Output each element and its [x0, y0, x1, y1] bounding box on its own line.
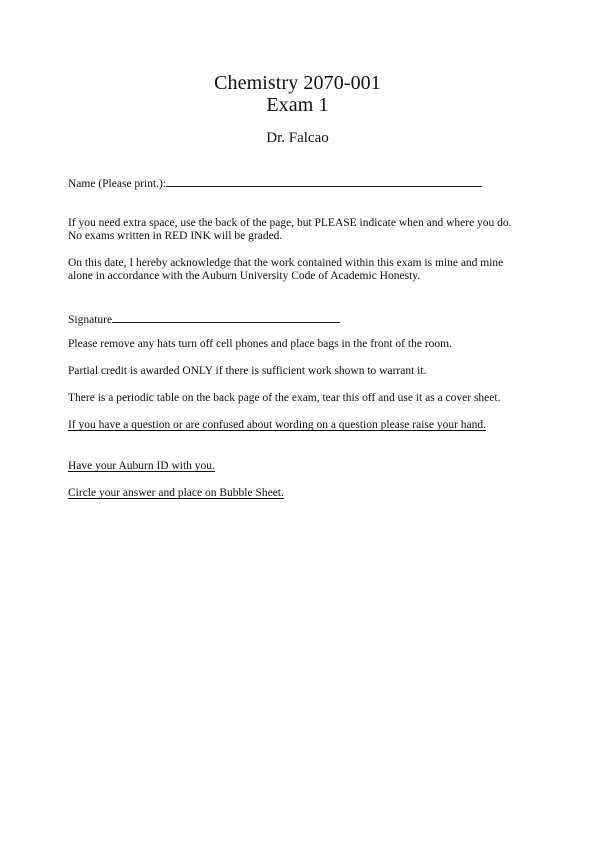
- name-field-label: Name (Please print.):: [68, 178, 167, 190]
- bubble-sheet-instruction: Circle your answer and place on Bubble Sheet.: [68, 487, 284, 499]
- extra-space-line-1: If you need extra space, use the back of the page, but PLEASE indicate when and where you do.: [68, 217, 512, 229]
- partial-credit-instruction: Partial credit is awarded ONLY if there is sufficient work shown to warrant it.: [68, 365, 427, 377]
- auburn-id-instruction: Have your Auburn ID with you.: [68, 460, 215, 472]
- extra-space-notice: [68, 217, 538, 243]
- red-ink-line: No exams written in RED INK will be graded.: [68, 230, 283, 242]
- name-blank-line[interactable]: [166, 175, 482, 187]
- exam-title: Exam 1: [266, 94, 329, 116]
- course-title: Chemistry 2070-001: [214, 72, 381, 94]
- honesty-statement: [68, 257, 538, 283]
- question-instruction: If you have a question or are confused about wording on a question please raise your hand.: [68, 419, 487, 431]
- signature-blank-line[interactable]: [112, 311, 340, 323]
- periodic-table-instruction: There is a periodic table on the back page of the exam, tear this off and use it as a cover sheet.: [68, 392, 501, 404]
- signature-field-label: Signature: [68, 314, 113, 326]
- instructor-name: Dr. Falcao: [266, 130, 329, 146]
- honesty-line-1: On this date, I hereby acknowledge that the work contained within this exam is mine and mine: [68, 257, 504, 269]
- name-field-row: [68, 175, 482, 191]
- signature-field-row: [68, 311, 340, 327]
- hats-instruction: Please remove any hats turn off cell phones and place bags in the front of the room.: [68, 338, 452, 350]
- honesty-line-2: alone in accordance with the Auburn University Code of Academic Honesty.: [68, 270, 421, 282]
